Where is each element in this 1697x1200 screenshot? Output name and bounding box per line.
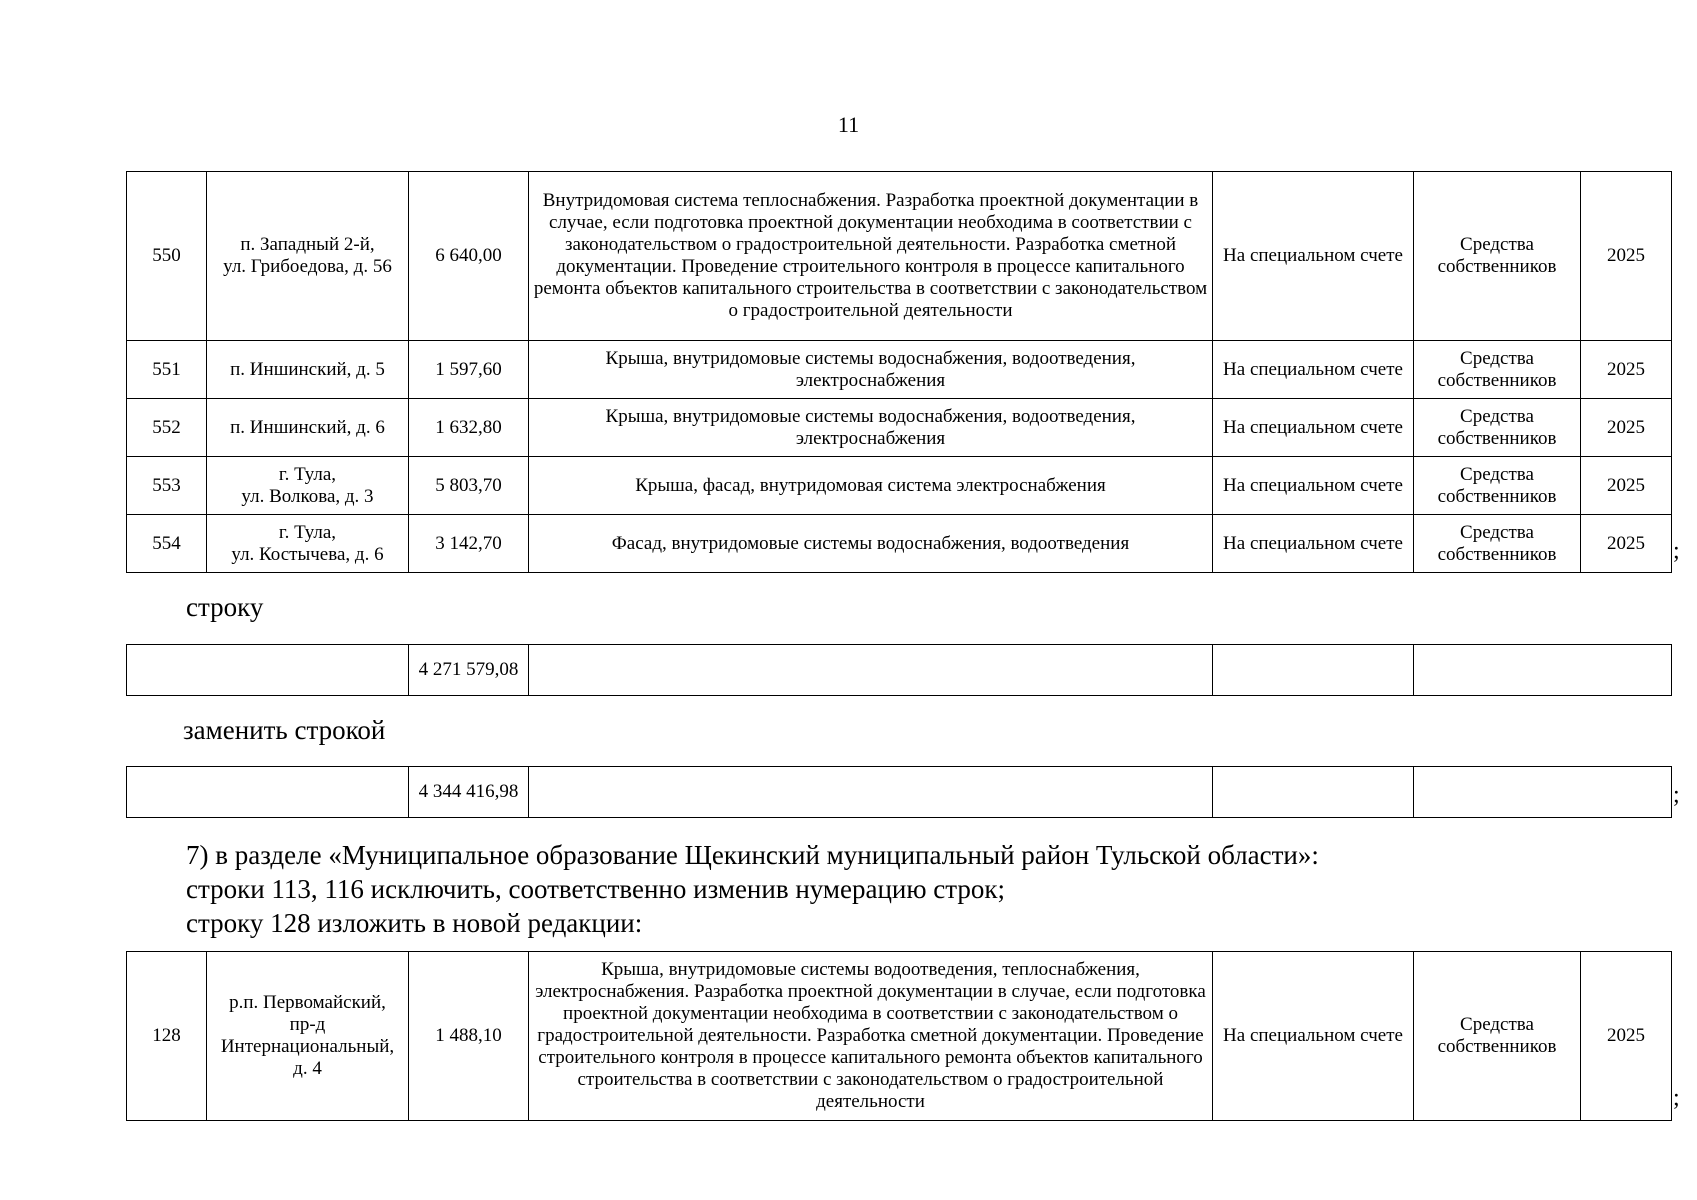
works-cell: Крыша, внутридомовые системы водоотведения, теплоснабжения, электроснабжения. Разработка проектной документации в случае, если подготовка проектной документации необходима в соответствии с законодательством о градостроительной деятельности. Разработка сметной документации. Проведение строительного контроля в процессе капитального ремонта объектов капитального строительства в соответствии с законодательством о градостроительной деятельности <box>529 952 1213 1121</box>
account-cell: На специальном счете <box>1213 457 1414 515</box>
source-cell: Средства собственников <box>1414 515 1581 573</box>
address-text: п. Иншинский, д. 5 <box>230 358 385 380</box>
works-cell: Внутридомовая система теплоснабжения. Разработка проектной документации в случае, если подготовка проектной документации необходима в соответствии с законодательством о градостроительной деятельности. Разработка сметной документации. Проведение строительного контроля в процессе капитального ремонта объектов капитального строительства в соответствии с законодательством о градостроительной деятельности <box>529 172 1213 341</box>
area-cell: 5 803,70 <box>409 457 529 515</box>
row-number: 550 <box>127 172 207 341</box>
works-cell: Крыша, внутридомовые системы водоснабжения, водоотведения, электроснабжения <box>529 399 1213 457</box>
address-cell <box>207 399 409 457</box>
label-stroku: строку <box>186 592 264 622</box>
area-cell: 3 142,70 <box>409 515 529 573</box>
source-cell: Средства собственников <box>1414 341 1581 399</box>
table-row <box>127 172 1672 341</box>
semicolon: ; <box>1673 1085 1680 1111</box>
page-number: 11 <box>837 112 860 137</box>
area-cell: 1 597,60 <box>409 341 529 399</box>
account-cell: На специальном счете <box>1213 399 1414 457</box>
empty-cell <box>529 645 1213 696</box>
table-row <box>127 399 1672 457</box>
semicolon: ; <box>1673 538 1680 564</box>
empty-cell <box>529 767 1213 818</box>
address-cell <box>207 457 409 515</box>
label-replace: заменить строкой <box>183 715 386 745</box>
address-cell <box>207 341 409 399</box>
register-table-top <box>126 171 1672 573</box>
total-row-new <box>126 766 1672 818</box>
source-cell: Средства собственников <box>1414 399 1581 457</box>
section7-line1: 7) в разделе «Муниципальное образование Щекинский муниципальный район Тульской области»: <box>186 840 1319 870</box>
table-row <box>127 457 1672 515</box>
address-text: п. Западный 2-й, ул. Грибоедова, д. 56 <box>223 234 392 277</box>
table-row <box>127 767 1672 818</box>
empty-cell <box>1213 767 1414 818</box>
row-number: 553 <box>127 457 207 515</box>
address-text: п. Иншинский, д. 6 <box>230 416 385 438</box>
address-text: г. Тула, ул. Волкова, д. 3 <box>241 463 374 507</box>
works-cell: Крыша, фасад, внутридомовая система электроснабжения <box>529 457 1213 515</box>
address-cell <box>207 952 409 1121</box>
source-cell: Средства собственников <box>1414 172 1581 341</box>
year-cell: 2025 <box>1581 515 1672 573</box>
account-cell: На специальном счете <box>1213 341 1414 399</box>
year-cell: 2025 <box>1581 399 1672 457</box>
total-value: 4 271 579,08 <box>409 645 529 696</box>
row-number: 552 <box>127 399 207 457</box>
account-cell: На специальном счете <box>1213 515 1414 573</box>
row-number: 128 <box>127 952 207 1121</box>
row-number: 551 <box>127 341 207 399</box>
source-cell: Средства собственников <box>1414 952 1581 1121</box>
address-cell <box>207 515 409 573</box>
empty-cell <box>127 645 409 696</box>
table-row <box>127 952 1672 1121</box>
section7-line2: строки 113, 116 исключить, соответственно изменив нумерацию строк; <box>186 874 1006 904</box>
empty-cell <box>1414 767 1672 818</box>
address-text: г. Тула, ул. Костычева, д. 6 <box>231 521 384 565</box>
table-row <box>127 341 1672 399</box>
semicolon: ; <box>1673 782 1680 808</box>
area-cell: 1 488,10 <box>409 952 529 1121</box>
year-cell: 2025 <box>1581 457 1672 515</box>
works-cell: Крыша, внутридомовые системы водоснабжения, водоотведения, электроснабжения <box>529 341 1213 399</box>
empty-cell <box>1213 645 1414 696</box>
section7-line3: строку 128 изложить в новой редакции: <box>186 908 643 938</box>
register-table-row128 <box>126 951 1672 1121</box>
table-row <box>127 515 1672 573</box>
table-row <box>127 645 1672 696</box>
year-cell: 2025 <box>1581 952 1672 1121</box>
year-cell: 2025 <box>1581 172 1672 341</box>
year-cell: 2025 <box>1581 341 1672 399</box>
area-cell: 1 632,80 <box>409 399 529 457</box>
address-cell <box>207 172 409 341</box>
account-cell: На специальном счете <box>1213 172 1414 341</box>
source-cell: Средства собственников <box>1414 457 1581 515</box>
area-cell: 6 640,00 <box>409 172 529 341</box>
total-row-old <box>126 644 1672 696</box>
empty-cell <box>127 767 409 818</box>
works-cell: Фасад, внутридомовые системы водоснабжения, водоотведения <box>529 515 1213 573</box>
row-number: 554 <box>127 515 207 573</box>
empty-cell <box>1414 645 1672 696</box>
account-cell: На специальном счете <box>1213 952 1414 1121</box>
total-value: 4 344 416,98 <box>409 767 529 818</box>
address-text: р.п. Первомайский, пр-д Интернациональный, д. 4 <box>220 992 395 1079</box>
